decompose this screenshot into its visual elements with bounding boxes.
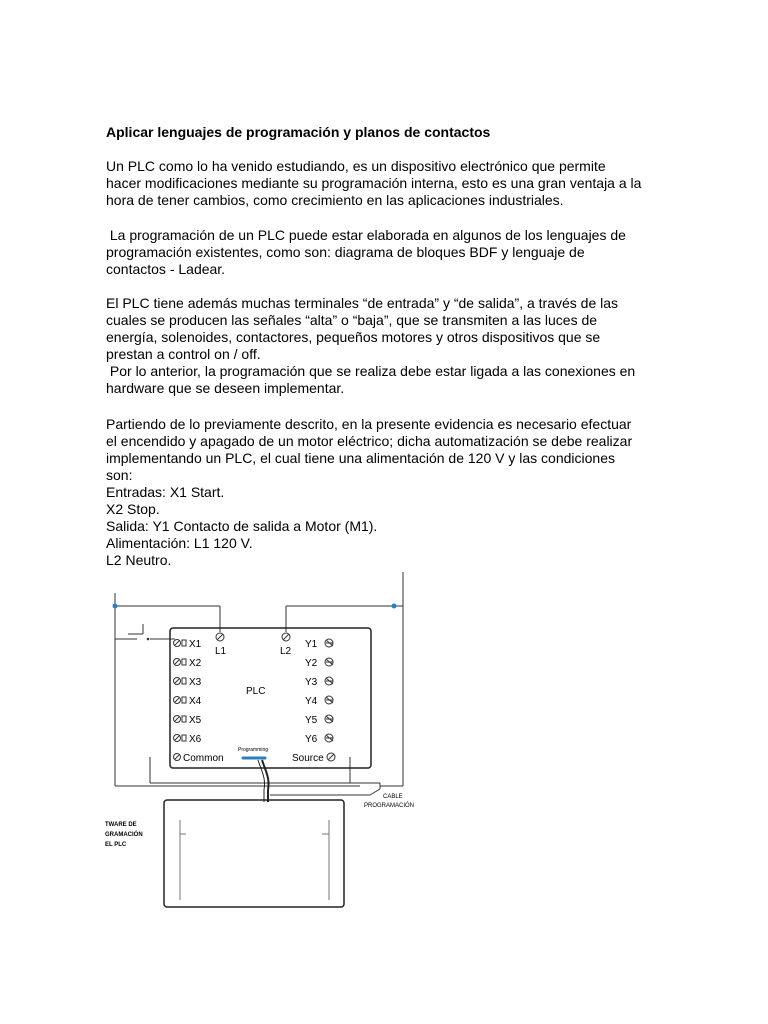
output-terminal-y2	[305, 658, 333, 669]
cable-label-line-2: PROGRAMACIÓN	[364, 803, 415, 809]
software-label-line-3: EL PLC	[105, 842, 127, 848]
text-line: La programación de un PLC puede estar elaborada en algunos de los lenguajes de	[106, 227, 626, 243]
output-label: Y5	[305, 715, 318, 726]
cable-label-line-1: CABLE	[383, 794, 403, 800]
text-line: hacer modificaciones mediante su programación interna, esto es una gran ventaja a la	[106, 175, 642, 191]
text-line: implementando un PLC, el cual tiene una alimentación de 120 V y las condiciones	[106, 450, 615, 466]
text-line: prestan a control on / off.	[106, 346, 261, 362]
input-label: X2	[189, 658, 202, 669]
text-line: contactos - Ladear.	[106, 261, 226, 277]
text-line: cuales se producen las señales “alta” o “baja”, que se transmiten a las luces de	[106, 312, 598, 328]
software-label-line-1: TWARE DE	[105, 822, 137, 828]
output-terminal-y1	[305, 639, 333, 650]
text-line: Entradas: X1 Start.	[106, 484, 225, 500]
input-terminal-x6	[174, 734, 202, 745]
output-label: Y6	[305, 734, 318, 745]
output-label: Y2	[305, 658, 318, 669]
text-line: hardware que se deseen implementar.	[106, 380, 345, 396]
output-terminal-y4	[305, 696, 333, 707]
l2-label: L2	[280, 646, 292, 657]
input-label: X1	[189, 639, 202, 650]
text-line: energía, solenoides, contactores, pequeños motores y otros dispositivos que se	[106, 329, 601, 345]
programming-port	[238, 747, 268, 758]
programming-cable	[262, 760, 269, 802]
programming-label: Programming	[238, 747, 269, 753]
text-line: Un PLC como lo ha venido estudiando, es un dispositivo electrónico que permite	[106, 158, 606, 174]
output-label: Y1	[305, 639, 318, 650]
plc-label: PLC	[246, 686, 266, 697]
input-terminal-x1	[174, 639, 202, 650]
input-terminal-x5	[174, 715, 202, 726]
text-line: el encendido y apagado de un motor eléctrico; dicha automatización se debe realizar	[106, 433, 633, 449]
programming-software-window	[164, 800, 344, 907]
text-line: L2 Neutro.	[106, 552, 172, 568]
source-label: Source	[292, 753, 324, 764]
input-terminal-x4	[174, 696, 202, 707]
input-label: X3	[189, 677, 202, 688]
terminal-l2	[280, 633, 292, 657]
software-label-line-2: GRAMACIÓN	[105, 832, 143, 838]
output-label: Y3	[305, 677, 318, 688]
text-line: Partiendo de lo previamente descrito, en la presente evidencia es necesario efectuar	[106, 416, 632, 432]
junction-dot	[392, 604, 397, 609]
text-line: X2 Stop.	[106, 501, 160, 517]
text-line: hora de tener cambios, como crecimiento en las aplicaciones industriales.	[106, 192, 564, 208]
input-terminals	[174, 639, 202, 745]
text-line: Alimentación: L1 120 V.	[106, 535, 253, 551]
document-title: Aplicar lenguajes de programación y planos de contactos	[106, 124, 491, 140]
text-line: El PLC tiene además muchas terminales “de entrada” y “de salida”, a través de las	[106, 295, 619, 311]
text-line: programación existentes, como son: diagrama de bloques BDF y lenguaje de	[106, 244, 585, 260]
text-line: Por lo anterior, la programación que se realiza debe estar ligada a las conexiones en	[106, 363, 636, 379]
output-terminal-y5	[305, 715, 333, 726]
text-line: Salida: Y1 Contacto de salida a Motor (M1).	[106, 518, 378, 534]
output-terminal-y6	[305, 734, 333, 745]
output-label: Y4	[305, 696, 318, 707]
junction-dot	[113, 604, 118, 609]
input-terminal-x2	[174, 658, 202, 669]
text-line: son:	[106, 467, 133, 483]
terminal-l1	[215, 633, 227, 657]
input-label: X5	[189, 715, 202, 726]
l1-label: L1	[215, 646, 227, 657]
input-label: X6	[189, 734, 202, 745]
terminal-common	[174, 753, 224, 764]
input-label: X4	[189, 696, 202, 707]
output-terminal-y3	[305, 677, 333, 688]
terminal-source	[292, 753, 335, 764]
output-terminals	[305, 639, 333, 745]
power-wiring	[113, 572, 404, 786]
common-label: Common	[183, 753, 224, 764]
input-terminal-x3	[174, 677, 202, 688]
